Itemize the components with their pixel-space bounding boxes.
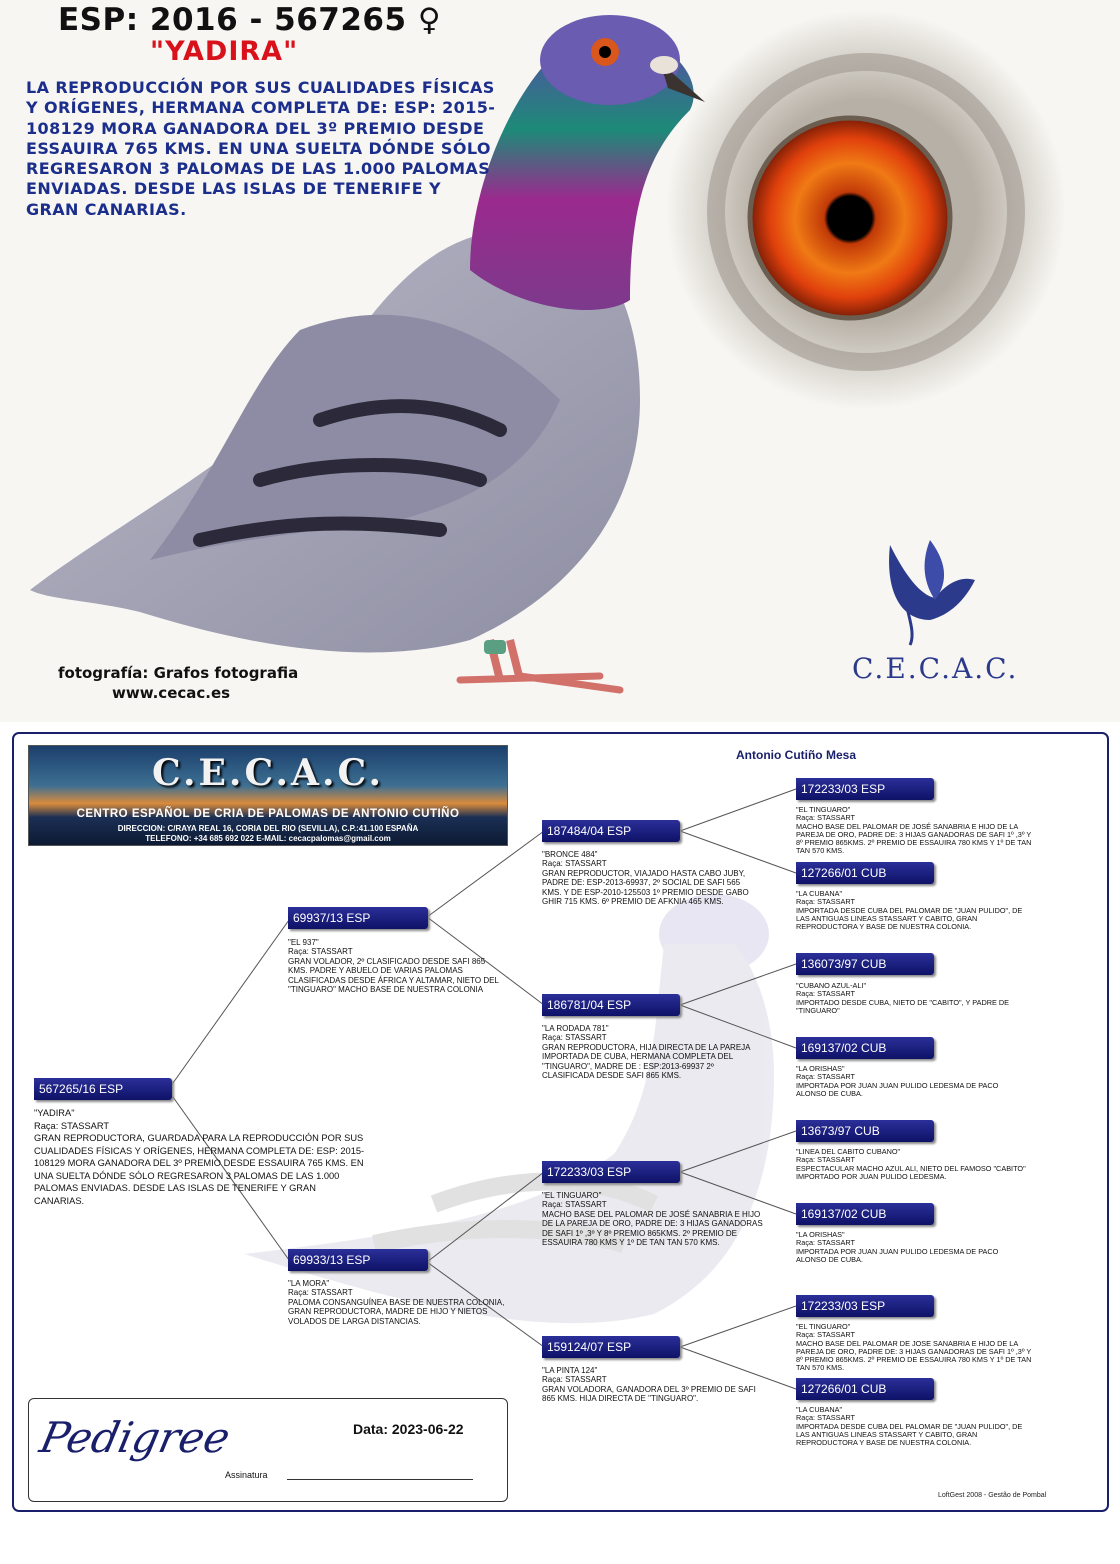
bird-race: Raça: STASSART bbox=[542, 1200, 607, 1210]
brand-name: C.E.C.A.C. bbox=[852, 652, 1019, 685]
bird-name: "LA MORA" bbox=[288, 1279, 330, 1288]
bird-tag: 186781/04 ESP bbox=[542, 994, 680, 1016]
bird-race: Raça: STASSART bbox=[542, 859, 607, 869]
bird-tag: 159124/07 ESP bbox=[542, 1336, 680, 1358]
bird-tag: 169137/02 CUB bbox=[796, 1037, 934, 1059]
bird-info bbox=[796, 1148, 1026, 1181]
pedigree-sheet bbox=[12, 732, 1109, 1512]
bird-info bbox=[796, 806, 1036, 856]
bird-race: Raça: STASSART bbox=[796, 897, 855, 907]
eye-closeup-icon bbox=[666, 10, 1066, 410]
bird-notes: PALOMA CONSANGUÍNEA BASE DE NUESTRA COLONIA, GRAN REPRODUCTORA, MADRE DE HIJO Y NIETOS VOLADOS DE LARGA DISTANCIAS. bbox=[288, 1297, 505, 1326]
bird-info bbox=[542, 850, 760, 906]
banner-line-1: CENTRO ESPAÑOL DE CRIA DE PALOMAS DE ANTONIO CUTIÑO bbox=[76, 808, 460, 820]
bird-notes: IMPORTADA DESDE CUBA DEL PALOMAR DE "JUAN PULIDO", DE LAS ANTIGUAS LINEAS STASSART Y CABITO, GRAN REPRODUCTORA Y BASE DE NUESTRA COLONIA. bbox=[796, 905, 1023, 932]
bird-info bbox=[796, 1323, 1036, 1373]
pigeon-name: "YADIRA" bbox=[150, 36, 299, 67]
bird-notes: IMPORTADO DESDE CUBA, NIETO DE "CABITO", Y PADRE DE "TINGUARO" bbox=[796, 997, 1010, 1015]
pedigree-date: Data: 2023-06-22 bbox=[353, 1421, 464, 1437]
bird-race: Raça: STASSART bbox=[796, 1155, 855, 1165]
bird-race: Raça: STASSART bbox=[796, 1413, 855, 1423]
bird-info bbox=[542, 1366, 760, 1404]
bird-notes: GRAN REPRODUCTORA, HIJA DIRECTA DE LA PAREJA IMPORTADA DE CUBA, HERMANA COMPLETA DEL "TINGUARO", MADRE DE : ESP:2013-69937 2º CLASIFICADA DESDE SAFI 865 KMS. bbox=[542, 1042, 751, 1081]
bird-tag: 136073/97 CUB bbox=[796, 953, 934, 975]
ring-id-title: ESP: 2016 - 567265 ♀ bbox=[58, 2, 442, 38]
bird-tag: 69937/13 ESP bbox=[288, 907, 428, 929]
bird-name: "EL 937" bbox=[288, 938, 319, 947]
bird-name: "LA RODADA 781" bbox=[542, 1024, 609, 1033]
bird-tag: 127266/01 CUB bbox=[796, 862, 934, 884]
bird-tag: 187484/04 ESP bbox=[542, 820, 680, 842]
pedigree-label: Pedigree bbox=[35, 1413, 235, 1462]
bird-notes: ESPECTACULAR MACHO AZUL ALI, NIETO DEL FAMOSO "CABITO" IMPORTADO POR JUAN PULIDO LEDESMA. bbox=[796, 1163, 1026, 1181]
bird-info bbox=[288, 1279, 506, 1326]
bird-name: "LA PINTA 124" bbox=[542, 1366, 598, 1375]
bird-notes: MACHO BASE DEL PALOMAR DE JOSÉ SANABRIA E HIJO DE LA PAREJA DE ORO, PADRE DE: 3 HIJAS GANADORAS DE SAFI 1º ,3º Y 8º PREMIO 865KMS. 2º PREMIO DE ESSAUIRA 780 KMS Y 1º DE TAN TAN 570 KMS. bbox=[796, 821, 1032, 856]
bird-notes: IMPORTADA DESDE CUBA DEL PALOMAR DE "JUAN PULIDO", DE LAS ANTIGUAS LINEAS STASSART Y CABITO, GRAN REPRODUCTORA Y BASE DE NUESTRA COLONIA. bbox=[796, 1421, 1023, 1448]
bird-info bbox=[796, 890, 1026, 931]
bird-notes: GRAN REPRODUCTOR, VIAJADO HASTA CABO JUBY, PADRE DE: ESP-2013-69937, 2º SOCIAL DE SAFI 565 KMS. Y DE ESP-2010-125503 1º PREMIO DESDE GABO GHIR 715 KMS. 6º PREMIO DE AFKNIA 465 KMS. bbox=[542, 868, 749, 907]
bird-tag: 127266/01 CUB bbox=[796, 1378, 934, 1400]
bird-race: Raça: STASSART bbox=[796, 1238, 855, 1248]
bird-race: Raça: STASSART bbox=[796, 989, 855, 999]
bird-notes: GRAN VOLADORA, GANADORA DEL 3º PREMIO DE SAFI 865 KMS. HIJA DIRECTA DE "TINGUARO". bbox=[542, 1384, 756, 1404]
bird-race: Raça: STASSART bbox=[796, 1072, 855, 1082]
bird-info bbox=[288, 938, 506, 994]
bird-race: Raça: STASSART bbox=[288, 947, 353, 957]
breeder-name: Antonio Cutiño Mesa bbox=[736, 748, 856, 762]
bird-notes: MACHO BASE DEL PALOMAR DE JOSÉ SANABRIA E HIJO DE LA PAREJA DE ORO, PADRE DE: 3 HIJAS GANADORAS DE SAFI 1º ,3º Y 8º PREMIO 865KMS. 2º PREMIO DE ESSAUIRA 780 KMS Y 1º DE TAN TAN 570 KMS. bbox=[542, 1209, 763, 1248]
bird-name: "LA ORISHAS" bbox=[796, 1064, 845, 1073]
bird-name: "EL TINGUARO" bbox=[796, 1322, 851, 1331]
pigeon-photo-section bbox=[0, 0, 1120, 722]
bird-info bbox=[542, 1024, 760, 1080]
bird-tag: 172233/03 ESP bbox=[542, 1161, 680, 1183]
bird-name: "LA ORISHAS" bbox=[796, 1230, 845, 1239]
bird-name: "BRONCE 484" bbox=[542, 850, 598, 859]
signature-label: Assinatura bbox=[225, 1470, 268, 1480]
software-credit: LoftGest 2008 - Gestão de Pombal bbox=[938, 1492, 1047, 1499]
bird-name: "LA CUBANA" bbox=[796, 889, 843, 898]
bird-tag: 172233/03 ESP bbox=[796, 1295, 934, 1317]
bird-info bbox=[542, 1191, 772, 1247]
bird-race: Raça: STASSART bbox=[796, 813, 855, 823]
bird-info bbox=[34, 1107, 366, 1207]
bird-tag: 567265/16 ESP bbox=[34, 1078, 172, 1100]
banner-line-2: DIRECCION: C/RAYA REAL 16, CORIA DEL RIO (SEVILLA), C.P.:41.100 ESPAÑA bbox=[117, 824, 419, 833]
bird-info bbox=[796, 982, 1026, 1015]
pedigree-footer-box bbox=[28, 1398, 508, 1502]
bird-name: "EL TINGUARO" bbox=[542, 1191, 602, 1200]
pigeon-description: LA REPRODUCCIÓN POR SUS CUALIDADES FÍSICAS Y ORÍGENES, HERMANA COMPLETA DE: ESP: 2015-108129 MORA GANADORA DEL 3º PREMIO DESDE ESSAUIRA 765 KMS. EN UNA SUELTA DÓNDE SÓLO REGRESARON 3 PALOMAS DE LAS 1.000 PALOMAS ENVIADAS. DESDE LAS ISLAS DE TENERIFE Y GRAN CANARIAS. bbox=[26, 78, 496, 219]
bird-tag: 169137/02 CUB bbox=[796, 1203, 934, 1225]
bird-tag: 13673/97 CUB bbox=[796, 1120, 934, 1142]
bird-notes: MACHO BASE DEL PALOMAR DE JOSE SANABRIA E HIJO DE LA PAREJA DE ORO, PADRE DE: 3 HIJAS GANADORAS DE SAFI 1º ,3º Y 8º PREMIO 865KMS. 2º PREMIO DE ESSAUIRA 780 KMS Y 1º DE TAN TAN 570 KMS. bbox=[796, 1338, 1032, 1373]
bird-tag: 172233/03 ESP bbox=[796, 778, 934, 800]
bird-info bbox=[796, 1231, 1026, 1264]
cecac-bird-logo-icon bbox=[889, 540, 975, 645]
bird-notes: IMPORTADA POR JUAN JUAN PULIDO LEDESMA DE PACO ALONSO DE CUBA. bbox=[796, 1080, 999, 1098]
bird-race: Raça: STASSART bbox=[542, 1375, 607, 1385]
bird-info bbox=[796, 1406, 1026, 1447]
bird-notes: IMPORTADA POR JUAN JUAN PULIDO LEDESMA DE PACO ALONSO DE CUBA. bbox=[796, 1246, 999, 1264]
bird-race: Raça: STASSART bbox=[542, 1033, 607, 1043]
banner-title: C.E.C.A.C. bbox=[151, 752, 385, 794]
bird-name: "YADIRA" bbox=[34, 1108, 75, 1118]
bird-name: "LA CUBANA" bbox=[796, 1405, 843, 1414]
website-link[interactable]: www.cecac.es bbox=[112, 684, 231, 702]
photo-credit: fotografía: Grafos fotografia bbox=[58, 664, 299, 682]
bird-notes: GRAN VOLADOR, 2º CLASIFICADO DESDE SAFI 865 KMS. PADRE Y ABUELO DE VARIAS PALOMAS CLASIFICADAS DESDE ÁFRICA Y ALTAMAR, NIETO DEL "TINGUARO" MACHO BASE DE NUESTRA COLONIA bbox=[288, 956, 499, 995]
bird-tag: 69933/13 ESP bbox=[288, 1249, 428, 1271]
bird-name: "LINEA DEL CABITO CUBANO" bbox=[796, 1147, 901, 1156]
bird-name: "CUBANO AZUL-ALI" bbox=[796, 981, 867, 990]
bird-notes: GRAN REPRODUCTORA, GUARDADA PARA LA REPRODUCCIÓN POR SUS CUALIDADES FÍSICAS Y ORÍGENES, HERMANA COMPLETA DE: ESP: 2015-108129 MORA GANADORA DEL 3º PREMIO DESDE ESSAUIRA 765 KMS. EN UNA SUELTA DÓNDE SÓLO REGRESARON 3 PALOMAS DE LAS 1.000 PALOMAS ENVIADAS. DESDE LAS ISLAS DE TENERIFE Y GRAN CANARIAS. bbox=[34, 1133, 365, 1206]
banner-line-3: TELEFONO: +34 685 692 022 E-MAIL: cecacpalomas@gmail.com bbox=[145, 834, 391, 843]
bird-race: Raça: STASSART bbox=[34, 1120, 110, 1131]
bird-race: Raça: STASSART bbox=[288, 1288, 353, 1298]
bird-race: Raça: STASSART bbox=[796, 1330, 855, 1340]
bird-info bbox=[796, 1065, 1026, 1098]
cecac-banner bbox=[28, 745, 508, 846]
bird-name: "EL TINGUARO" bbox=[796, 805, 851, 814]
signature-line bbox=[287, 1479, 473, 1480]
